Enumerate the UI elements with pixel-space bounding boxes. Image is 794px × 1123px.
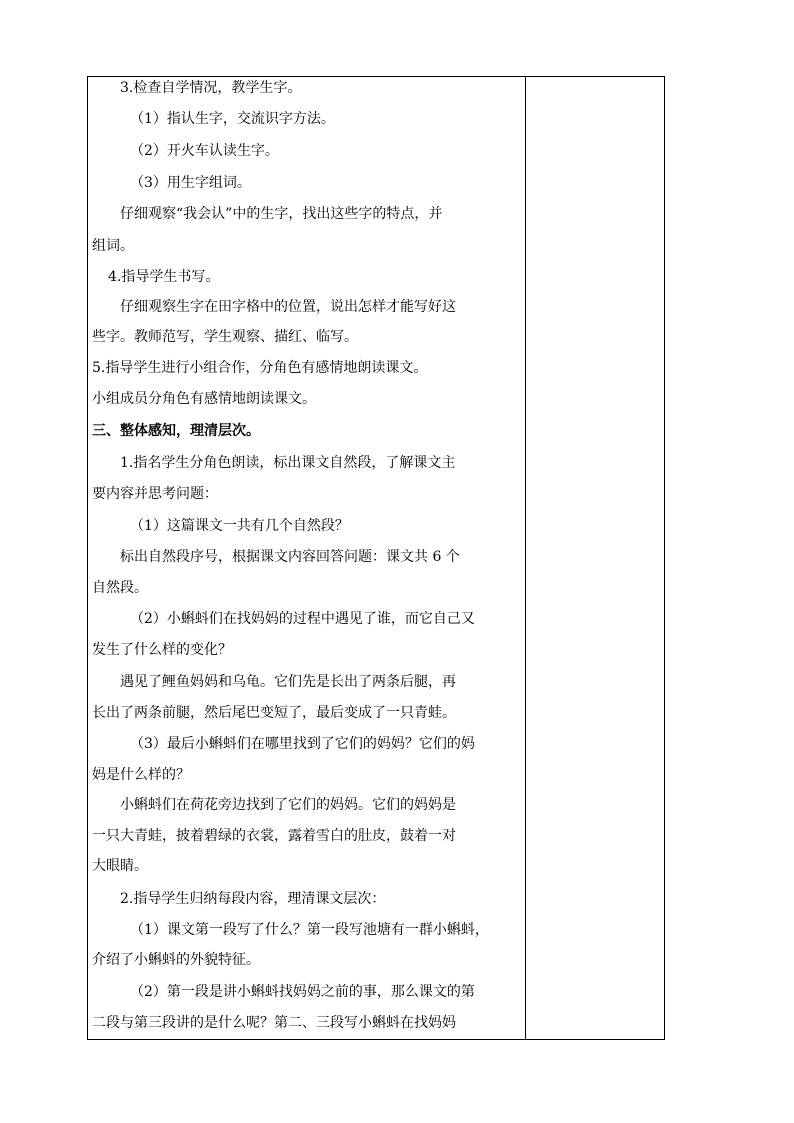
text-line: （3）最后小蝌蚪们在哪里找到了它们的妈妈？它们的妈 [130, 736, 475, 752]
text-line: （2）小蝌蚪们在找妈妈的过程中遇见了谁，而它自己又 [130, 611, 475, 627]
text-line: （1）这篇课文一共有几个自然段？ [130, 518, 349, 534]
text-line: 仔细观察“我会认”中的生字，找出这些字的特点，并 [120, 206, 443, 222]
text-line: 1.指名学生分角色朗读，标出课文自然段，了解课文主 [120, 455, 456, 471]
notes-cell [526, 77, 664, 1039]
text-line: （2）开火车认读生字。 [130, 143, 279, 159]
text-line: 2.指导学生归纳每段内容，理清课文层次： [120, 891, 386, 907]
text-line: 妈是什么样的？ [92, 767, 190, 783]
text-line: 要内容并思考问题： [92, 486, 218, 502]
lesson-table [87, 76, 665, 1040]
text-line: 些字。教师范写，学生观察、描红、临写。 [92, 329, 358, 345]
text-line: （2）第一段是讲小蝌蚪找妈妈之前的事，那么课文的第 [130, 984, 475, 1000]
text-line: （1）指认生字，交流识字方法。 [130, 111, 335, 127]
text-line: 组词。 [92, 238, 134, 254]
text-line: 自然段。 [92, 580, 148, 596]
text-line: （1）课文第一段写了什么？第一段写池塘有一群小蝌蚪， [130, 922, 489, 938]
text-line: 长出了两条前腿，然后尾巴变短了，最后变成了一只青蛙。 [92, 705, 456, 721]
text-line: 发生了什么样的变化？ [92, 642, 232, 658]
text-line: 小组成员分角色有感情地朗读课文。 [92, 391, 316, 407]
text-line: 标出自然段序号，根据课文内容回答问题：课文共 6 个 [120, 549, 460, 565]
text-line: 二段与第三段讲的是什么呢？第二、三段写小蝌蚪在找妈妈 [92, 1015, 456, 1031]
text-line: 4.指导学生书写。 [108, 269, 220, 285]
text-line: 3.检查自学情况，教学生字。 [120, 80, 302, 96]
text-line: 一只大青蛙，披着碧绿的衣裳，露着雪白的肚皮，鼓着一对 [92, 828, 456, 844]
text-line: 仔细观察生字在田字格中的位置，说出怎样才能写好这 [120, 299, 456, 315]
text-line: 小蝌蚪们在荷花旁边找到了它们的妈妈。它们的妈妈是 [120, 797, 456, 813]
section-heading: 三、整体感知，理清层次。 [92, 423, 260, 439]
text-line: 大眼睛。 [92, 858, 148, 874]
text-line: 5.指导学生进行小组合作，分角色有感情地朗读课文。 [92, 360, 428, 376]
text-line: 介绍了小蝌蚪的外貌特征。 [92, 952, 260, 968]
text-line: 遇见了鲤鱼妈妈和乌龟。它们先是长出了两条后腿，再 [120, 674, 456, 690]
text-line: （3）用生字组词。 [130, 175, 251, 191]
